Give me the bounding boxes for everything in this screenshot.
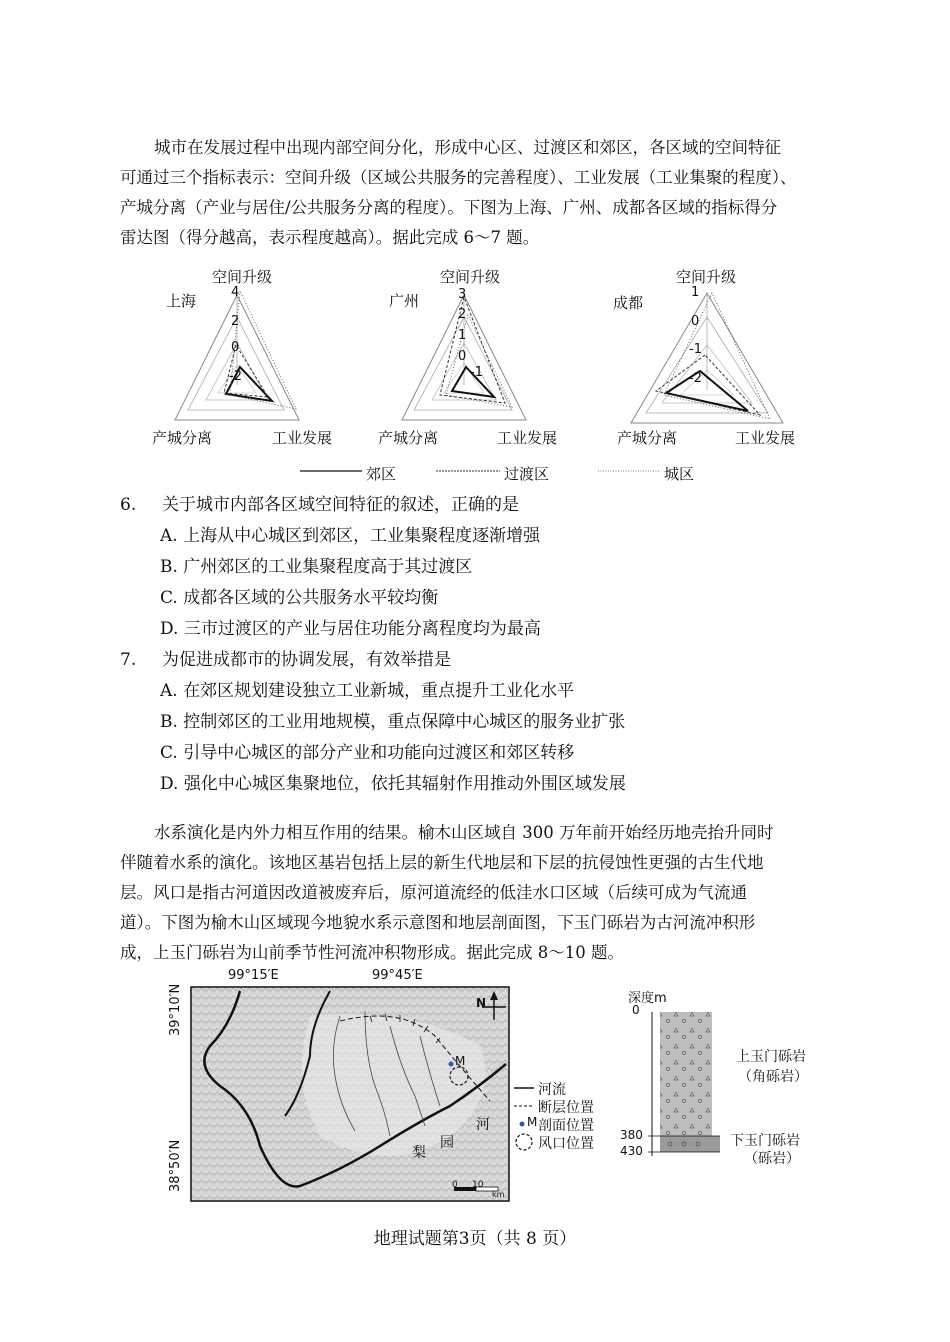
axis-label-right: 工业发展 — [272, 429, 333, 447]
lower-conglomerate-layer — [660, 1136, 720, 1152]
intro-paragraph-2-cont — [120, 848, 842, 968]
depth-tick: 0 — [632, 1003, 640, 1017]
option-6b[interactable]: B. 广州郊区的工业集聚程度高于其过渡区 — [160, 557, 473, 577]
river-char: 梨 — [412, 1145, 426, 1161]
axis-label-left: 产城分离 — [152, 429, 213, 447]
river-char: 河 — [476, 1117, 490, 1133]
intro2-line: 成，上玉门砾岩为山前季节性河流冲积物形成。据此完成 8～10 题。 — [120, 943, 624, 962]
option-7c[interactable]: C. 引导中心城区的部分产业和功能向过渡区和郊区转移 — [160, 743, 575, 763]
radar-chengdu — [631, 293, 783, 423]
lat-label-1: 39°10′N — [168, 983, 183, 1036]
option-6d[interactable]: D. 三市过渡区的产业与居住功能分离程度均为最高 — [160, 619, 541, 639]
upper-conglomerate-name: 上玉门砾岩 — [736, 1049, 806, 1065]
scale-zero: 0 — [452, 1180, 458, 1190]
question-number: 7. — [120, 650, 137, 670]
legend-m-letter: M — [527, 1115, 538, 1129]
tick-label: 2 — [231, 314, 240, 329]
city-name: 成都 — [613, 294, 644, 312]
tick-label: -2 — [689, 371, 702, 386]
tick-label: -1 — [470, 365, 483, 380]
axis-label-top: 空间升级 — [676, 268, 737, 286]
scale-unit: km — [492, 1190, 505, 1199]
intro2-line: 层。风口是指古河道因改道被废弃后，原河道流经的低洼水口区域（后续可成为气流通 — [120, 883, 747, 902]
axis-label-top: 空间升级 — [212, 268, 273, 286]
intro2-line: 水系演化是内外力相互作用的结果。榆木山区域自 300 万年前开始经历地壳抬升同时 — [154, 823, 774, 842]
question-stem: 关于城市内部各区域空间特征的叙述，正确的是 — [162, 495, 519, 515]
option-7a[interactable]: A. 在郊区规划建设独立工业新城，重点提升工业化水平 — [160, 681, 575, 701]
legend-river: 河流 — [538, 1082, 566, 1098]
intro1-line: 雷达图（得分越高，表示程度越高）。据此完成 6～7 题。 — [120, 228, 540, 247]
question-6 — [120, 490, 519, 521]
legend-profile: 剖面位置 — [538, 1118, 594, 1134]
river-char: 园 — [440, 1135, 454, 1151]
tick-label: 1 — [691, 285, 700, 300]
axis-label-left: 产城分离 — [378, 429, 439, 447]
north-label: N — [476, 996, 487, 1010]
axis-label-right: 工业发展 — [735, 429, 796, 447]
axis-label-right: 工业发展 — [497, 429, 558, 447]
axis-label-left: 产城分离 — [617, 429, 678, 447]
intro1-line: 城市在发展过程中出现内部空间分化，形成中心区、过渡区和郊区，各区域的空间特征 — [154, 138, 781, 157]
depth-axis-label: 深度m — [628, 991, 667, 1006]
option-7b[interactable]: B. 控制郊区的工业用地规模，重点保障中心城区的服务业扩张 — [160, 712, 626, 732]
lat-label-2: 38°50′N — [168, 1139, 183, 1192]
upper-conglomerate-sub: （角砾岩） — [738, 1069, 808, 1085]
question-number: 6. — [120, 495, 137, 515]
lon-label-2: 99°45′E — [372, 968, 423, 983]
tick-label: 4 — [231, 285, 240, 300]
tick-label: 3 — [458, 287, 467, 302]
tick-label: 0 — [458, 349, 467, 364]
legend-fault: 断层位置 — [538, 1100, 594, 1116]
depth-tick: 380 — [620, 1128, 643, 1142]
profile-point — [449, 1062, 454, 1067]
legend-core: 城区 — [664, 465, 695, 483]
city-name: 广州 — [389, 292, 420, 310]
option-6a[interactable]: A. 上海从中心城区到郊区，工业集聚程度逐渐增强 — [160, 526, 541, 546]
intro-paragraph-2 — [120, 818, 842, 848]
question-stem: 为促进成都市的协调发展，有效举措是 — [162, 650, 451, 670]
strata-column — [640, 1010, 730, 1170]
axis-label-top: 空间升级 — [440, 268, 501, 286]
intro1-line: 可通过三个指标表示：空间升级（区域公共服务的完善程度）、工业发展（工业集聚的程度）、 — [120, 168, 797, 187]
lower-conglomerate-sub: （砾岩） — [744, 1151, 800, 1167]
tick-label: 1 — [458, 328, 467, 343]
option-6c[interactable]: C. 成都各区域的公共服务水平较均衡 — [160, 588, 439, 608]
page-footer: 地理试题第3页（共 8 页） — [373, 1229, 577, 1249]
tick-label: -1 — [689, 342, 702, 357]
intro2-line: 道）。下图为榆木山区域现今地貌水系示意图和地层剖面图，下玉门砾岩为古河流冲积形 — [120, 913, 756, 932]
intro-paragraph-1-cont — [120, 163, 842, 253]
terrain-map — [190, 986, 530, 1206]
tick-label: 0 — [231, 340, 240, 355]
city-name: 上海 — [166, 292, 197, 310]
chengdu-core — [664, 293, 770, 419]
question-7 — [120, 645, 451, 676]
legend-suburb: 郊区 — [366, 465, 397, 483]
intro2-line: 伴随着水系的演化。该地区基岩包括上层的新生代地层和下层的抗侵蚀性更强的古生代地 — [120, 853, 764, 872]
point-label: M — [455, 1054, 466, 1068]
lon-label-1: 99°15′E — [228, 968, 279, 983]
scale-ten: 10 — [472, 1180, 484, 1190]
lower-conglomerate-name: 下玉门砾岩 — [730, 1133, 800, 1149]
depth-tick: 430 — [620, 1144, 643, 1158]
intro-paragraph-1 — [120, 133, 842, 163]
tick-label: -2 — [229, 369, 242, 384]
tick-label: 2 — [458, 307, 467, 322]
legend-transition: 过渡区 — [504, 465, 550, 483]
option-7d[interactable]: D. 强化中心城区集聚地位，依托其辐射作用推动外围区域发展 — [160, 774, 626, 794]
tick-label: 0 — [691, 314, 700, 329]
intro1-line: 产城分离（产业与居住/公共服务分离的程度）。下图为上海、广州、成都各区域的指标得分 — [120, 198, 778, 217]
legend-wind-gap: 风口位置 — [538, 1136, 594, 1152]
